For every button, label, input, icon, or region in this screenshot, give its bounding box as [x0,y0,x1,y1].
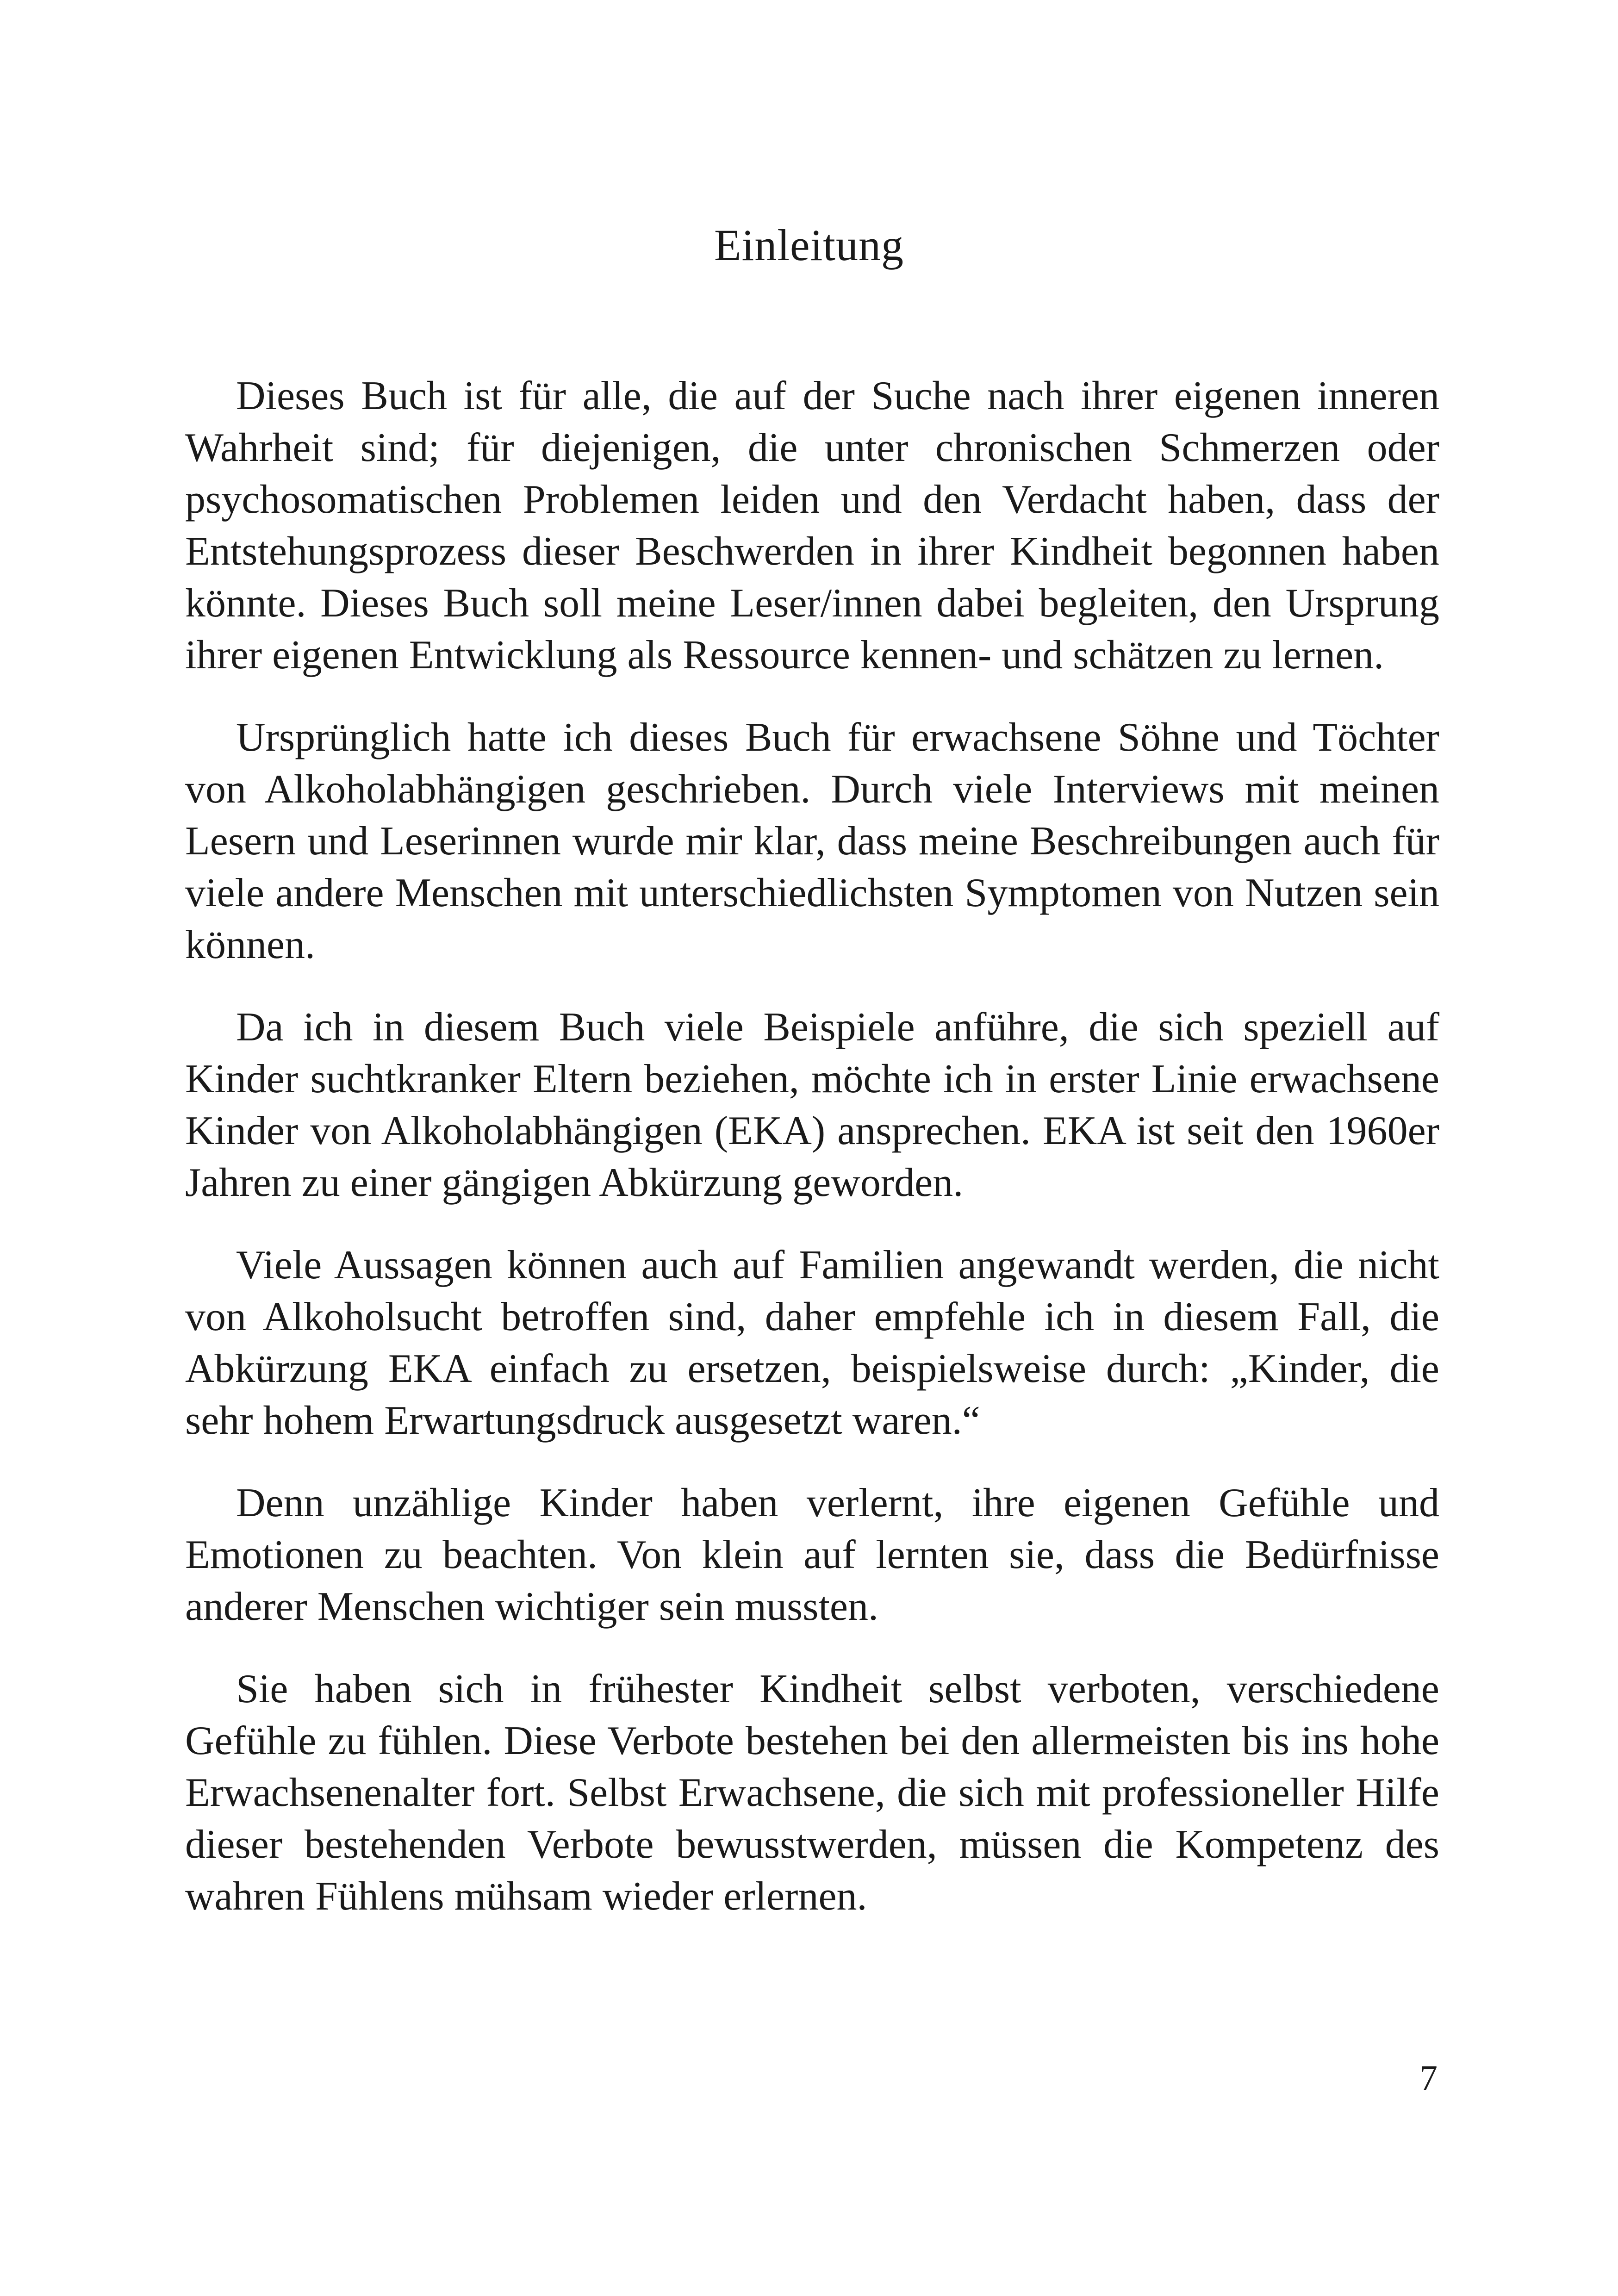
chapter-title: Einleitung [714,220,904,270]
paragraph-1: Dieses Buch ist für alle, die auf der Suche nach ihrer eigenen inneren Wahrheit sind; für diejenigen, die unter chronischen Schmerzen oder psychosomatischen Problemen leiden und den Verdacht haben, dass der Entstehungsprozess dieser Beschwerden in ihrer Kindheit begonnen haben könnte. Dieses Buch soll meine Leser/innen dabei begleiten, den Ursprung ihrer eigenen Entwicklung als Ressource kennen- und schätzen zu lernen. [185,373,1439,678]
page-number: 7 [1419,2058,1438,2098]
paragraph-6: Sie haben sich in frühester Kindheit selbst verboten, verschiedene Gefühle zu fühlen. Diese Verbote bestehen bei den allermeisten bis ins hohe Erwachsenenalter fort. Selbst Erwachsene, die sich mit professioneller Hilfe dieser bestehenden Verbote bewusstwerden, müssen die Kompetenz des wahren Fühlens mühsam wieder erlernen. [185,1667,1439,1919]
body-text [185,370,1439,1923]
paragraph-3: Da ich in diesem Buch viele Beispiele anführe, die sich speziell auf Kinder suchtkranker Eltern beziehen, möchte ich in erster Linie erwachsene Kinder von Alkoholabhängigen (EKA) ansprechen. EKA ist seit den 1960er Jahren zu einer gängigen Abkürzung geworden. [185,1005,1439,1205]
paragraph-5: Denn unzählige Kinder haben verlernt, ihre eigenen Gefühle und Emotionen zu beachten. Von klein auf lernten sie, dass die Bedürfnisse anderer Menschen wichtiger sein mussten. [185,1481,1439,1629]
paragraph-2: Ursprünglich hatte ich dieses Buch für erwachsene Söhne und Töchter von Alkoholabhängigen geschrieben. Durch viele Interviews mit meinen Lesern und Leserinnen wurde mir klar, dass meine Beschreibungen auch für viele andere Menschen mit unterschiedlichsten Symptomen von Nutzen sein können. [185,715,1439,967]
paragraph-4: Viele Aussagen können auch auf Familien angewandt werden, die nicht von Alkoholsucht betroffen sind, daher empfehle ich in diesem Fall, die Abkürzung EKA einfach zu ersetzen, beispielsweise durch: „Kinder, die sehr hohem Erwartungsdruck ausgesetzt waren.“ [185,1243,1439,1443]
